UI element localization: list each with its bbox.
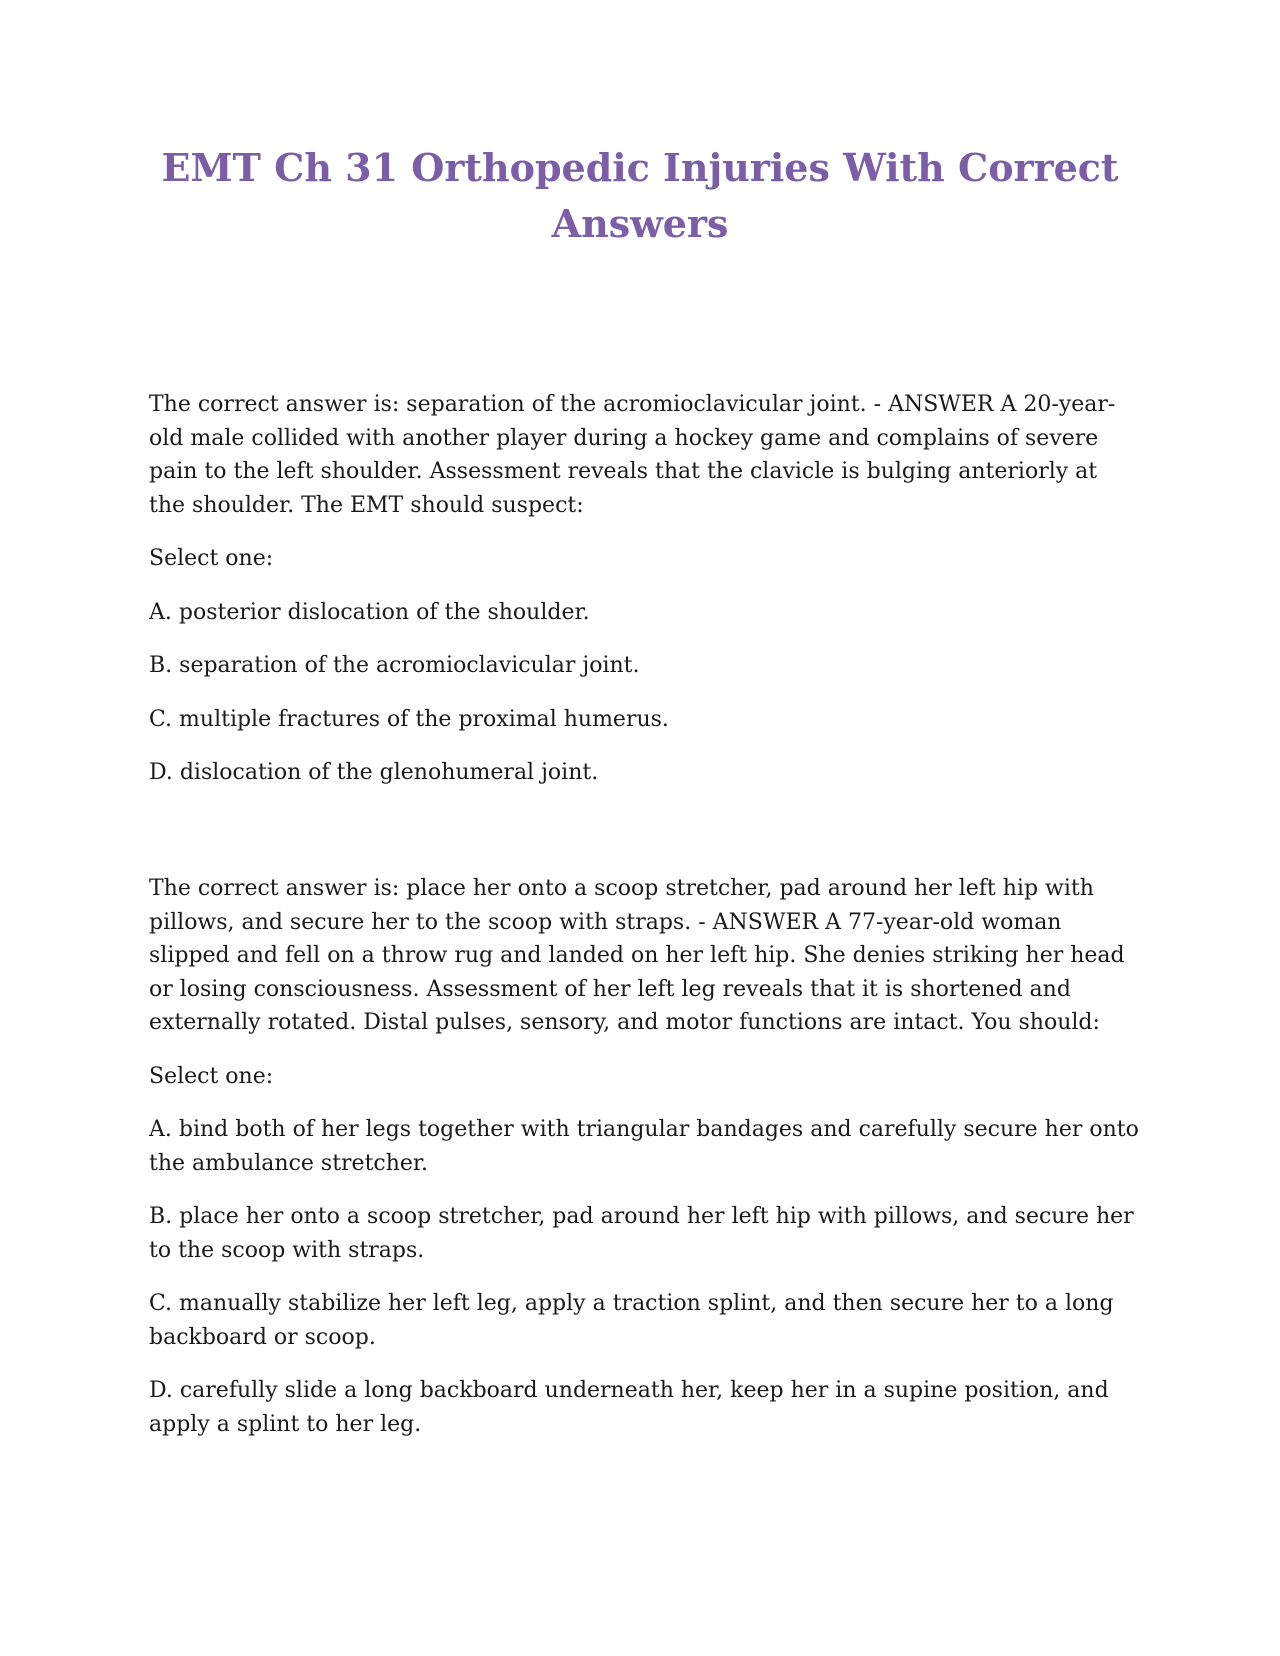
answer-option-b: B. place her onto a scoop stretcher, pad around her left hip with pillows, and secure her to the scoop with straps. xyxy=(149,1204,1134,1263)
question-block xyxy=(149,872,1139,1461)
answer-option-d: D. carefully slide a long backboard underneath her, keep her in a supine position, and apply a splint to her leg. xyxy=(149,1378,1109,1437)
document-title: EMT Ch 31 Orthopedic Injuries With Correct Answers xyxy=(161,145,1119,246)
answer-option-d: D. dislocation of the glenohumeral joint. xyxy=(149,760,599,785)
answer-option-b: B. separation of the acromioclavicular joint. xyxy=(149,653,640,678)
select-one-label: Select one: xyxy=(149,546,274,571)
answer-option-a: A. posterior dislocation of the shoulder. xyxy=(149,599,590,625)
answer-option-c: C. multiple fractures of the proximal humerus. xyxy=(149,706,669,732)
select-one-label: Select one: xyxy=(149,1063,274,1089)
question-stem: The correct answer is: place her onto a scoop stretcher, pad around her left hip with pillows, and secure her to the scoop with straps. - ANSWER A 77-year-old woman slipped and fell on a throw rug and landed on her left hip. She denies striking her head or losing consciousness. Assessment of her left leg reveals that it is shortened and externally rotated. Distal pulses, sensory, and motor functions are intact. You should: xyxy=(149,876,1125,1035)
answer-option-c: C. manually stabilize her left leg, apply a traction splint, and then secure her to a long backboard or scoop. xyxy=(149,1291,1114,1350)
question-stem: The correct answer is: separation of the acromioclavicular joint. - ANSWER A 20-year-old male collided with another player during a hockey game and complains of severe pain to the left shoulder. Assessment reveals that the clavicle is bulging anteriorly at the shoulder. The EMT should suspect: xyxy=(149,392,1116,518)
question-block xyxy=(149,388,1139,810)
answer-option-a: A. bind both of her legs together with triangular bandages and carefully secure her onto the ambulance stretcher. xyxy=(149,1117,1139,1176)
